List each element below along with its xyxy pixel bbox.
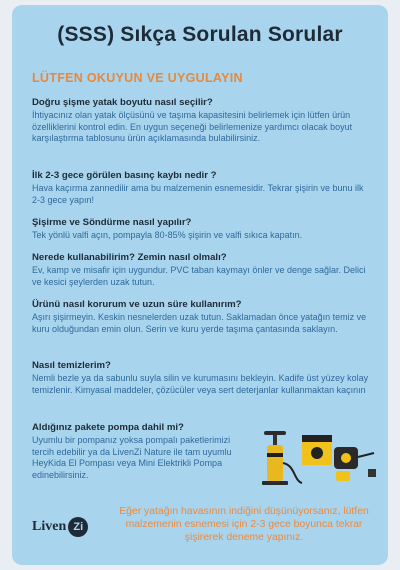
faq-answer: Hava kaçırma zannedilir ama bu malzemenin esnemesidir. Tekrar şişirin ve bunu ilk 2-3 gece yapın! [32, 183, 364, 205]
faq-item [32, 360, 372, 396]
faq-item [32, 252, 372, 288]
faq-question: Ürünü nasıl korurum ve uzun süre kullanırım? [32, 299, 242, 310]
faq-answer: Uyumlu bir pompanız yoksa pompalı paketlerimizi tercih edebilir ya da LivenZi Nature ile tam uyumlu HeyKida El Pompası veya Mini Elektrikli Pompa edinebilirsiniz. [32, 435, 232, 480]
faq-item [32, 422, 232, 481]
faq-question: Nasıl temizlerim? [32, 360, 111, 371]
faq-item [32, 170, 372, 206]
faq-question: Şişirme ve Söndürme nasıl yapılır? [32, 217, 192, 228]
faq-question: İlk 2-3 gece görülen basınç kaybı nedir ? [32, 170, 217, 181]
faq-answer: Ev, kamp ve misafir için uygundur. PVC taban kaymayı önler ve denge sağlar. Delici ve kesici şeylerden uzak tutun. [32, 265, 366, 287]
footer-note: Eğer yatağın havasının indiğini düşünüyorsanız, lütfen malzemenin esnemesi için 2-3 gece boyunca tekrar şişirerek deneme yapınız. [119, 506, 369, 543]
faq-answer: Tek yönlü valfi açın, pompayla 80-85% şişirin ve valfi sıkıca kapatın. [32, 230, 303, 240]
faq-question: Doğru şişme yatak boyutu nasıl seçilir? [32, 97, 213, 108]
faq-question: Nerede kullanabilirim? Zemin nasıl olmalı? [32, 252, 227, 263]
faq-item [32, 217, 372, 242]
hand-pump-icon [262, 431, 302, 485]
electric-pump-icon [334, 447, 376, 481]
logo-mark: Zi [68, 517, 88, 537]
section-subtitle: LÜTFEN OKUYUN VE UYGULAYIN [32, 71, 243, 85]
faq-answer: İhtiyacınız olan yatak ölçüsünü ve taşıma kapasitesini belirlemek için lütfen ürün özelliklerini kontrol edin. En uygun seçeneği belirlemenize yardımcı olacak boyut karşılaştırma tablosunu ürün açıklamasında bulabilirsiniz. [32, 110, 353, 144]
faq-answer: Aşırı şişirmeyin. Keskin nesnelerden uzak tutun. Saklamadan önce yatağın temiz ve kuru olduğundan emin olun. Serin ve kuru yerde taşıma çantasında saklayın. [32, 312, 367, 334]
pump-box-icon [302, 435, 332, 465]
faq-card [12, 5, 388, 565]
brand-logo [32, 517, 88, 537]
page-title: (SSS) Sıkça Sorulan Sorular [57, 23, 343, 46]
faq-answer: Nemli bezle ya da sabunlu suyla silin ve kurumasını bekleyin. Kadife üst yüzey kolay temizlenir. Kimyasal maddeler, çözücüler veya sert deterjanlar kullanmaktan kaçının [32, 373, 369, 395]
faq-item [32, 299, 372, 335]
faq-question: Aldığınız pakete pompa dahil mi? [32, 422, 184, 433]
faq-item [32, 97, 372, 145]
pump-products-image [250, 423, 380, 489]
logo-text: Liven [32, 519, 67, 534]
